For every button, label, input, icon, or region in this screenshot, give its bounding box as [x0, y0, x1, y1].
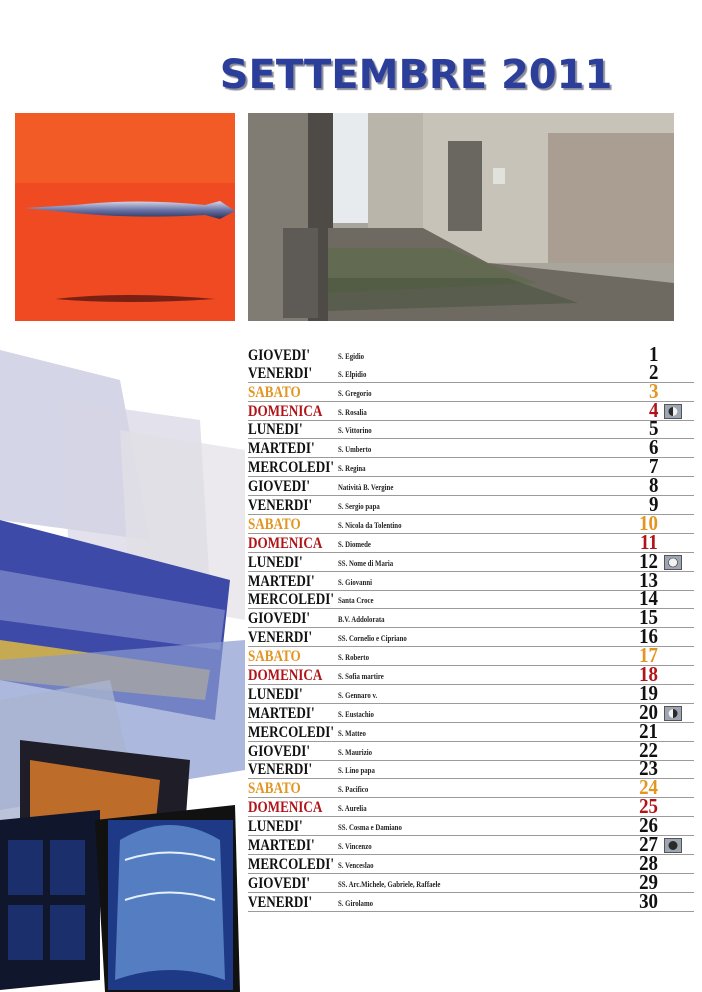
calendar-row	[248, 737, 694, 762]
weekday-label: LUNEDI'	[248, 818, 303, 836]
day-number: 6	[648, 435, 658, 460]
day-number: 10	[639, 510, 658, 535]
weekday-label: GIOVEDI'	[248, 874, 310, 892]
calendar-row	[248, 832, 694, 857]
weekday-label: GIOVEDI'	[248, 610, 310, 628]
painting-collage-image	[0, 340, 245, 992]
day-number: 24	[639, 775, 658, 800]
day-number: 20	[639, 699, 658, 724]
saint-name: S. Gregorio	[338, 388, 372, 398]
saint-name: S. Regina	[338, 464, 366, 474]
saint-name: S. Umberto	[338, 445, 372, 455]
calendar-row	[248, 680, 694, 705]
day-number: 2	[648, 359, 658, 384]
calendar-row	[248, 473, 694, 498]
day-number: 27	[639, 832, 658, 857]
weekday-label: VENERDI'	[248, 761, 313, 779]
day-number: 26	[639, 813, 658, 838]
weekday-label: SABATO	[248, 648, 301, 666]
weekday-label: MARTEDI'	[248, 572, 315, 590]
saint-name: S. Maurizio	[338, 747, 372, 757]
calendar-row	[248, 567, 694, 592]
weekday-label: VENERDI'	[248, 364, 313, 382]
weekday-label: MARTEDI'	[248, 440, 315, 458]
day-number: 25	[639, 794, 658, 819]
saint-name: S. Gennaro v.	[338, 690, 378, 700]
full-moon-icon	[664, 555, 682, 570]
saint-name: SS. Cosma e Damiano	[338, 823, 402, 833]
day-number: 29	[639, 869, 658, 894]
last-quarter-moon-icon	[664, 706, 682, 721]
weekday-label: SABATO	[248, 515, 301, 533]
saint-name: S. Rosalia	[338, 407, 367, 417]
saint-name: S. Eustachio	[338, 709, 374, 719]
weekday-label: LUNEDI'	[248, 421, 303, 439]
weekday-label: LUNEDI'	[248, 553, 303, 571]
calendar-row	[248, 869, 694, 894]
calendar-list	[248, 341, 694, 913]
calendar-row	[248, 775, 694, 800]
calendar-row	[248, 529, 694, 554]
day-number: 14	[639, 586, 658, 611]
day-number: 13	[639, 567, 658, 592]
saint-name: S. Sergio papa	[338, 502, 380, 512]
saint-name: B.V. Addolorata	[338, 615, 385, 625]
weekday-label: DOMENICA	[248, 534, 323, 552]
calendar-row	[248, 359, 694, 384]
weekday-label: DOMENICA	[248, 402, 323, 420]
first-quarter-moon-icon	[664, 404, 682, 419]
saint-name: S. Elpidio	[338, 369, 367, 379]
day-number: 1	[648, 341, 658, 366]
day-number: 30	[639, 888, 658, 913]
calendar-row	[248, 605, 694, 630]
day-number: 12	[639, 548, 658, 573]
saint-name: S. Venceslao	[338, 860, 374, 870]
saint-name: S. Sofia martire	[338, 672, 384, 682]
saint-name: Santa Croce	[338, 596, 374, 606]
weekday-label: LUNEDI'	[248, 685, 303, 703]
weekday-label: DOMENICA	[248, 799, 323, 817]
day-number: 19	[639, 680, 658, 705]
saint-name: S. Vincenzo	[338, 842, 372, 852]
saint-name: S. Lino papa	[338, 766, 375, 776]
calendar-row	[248, 643, 694, 668]
calendar-row	[248, 510, 694, 535]
day-number: 9	[648, 492, 658, 517]
calendar-row	[248, 850, 694, 875]
weekday-label: VENERDI'	[248, 893, 313, 911]
day-number: 5	[648, 416, 658, 441]
day-number: 7	[648, 454, 658, 479]
fish-painting-image	[15, 113, 235, 321]
weekday-label: SABATO	[248, 780, 301, 798]
calendar-row	[248, 492, 694, 517]
calendar-row	[248, 813, 694, 838]
weekday-label: GIOVEDI'	[248, 742, 310, 760]
weekday-label: MERCOLEDI'	[248, 855, 335, 873]
weekday-label: MARTEDI'	[248, 704, 315, 722]
calendar-row	[248, 341, 694, 366]
saint-name: S. Roberto	[338, 653, 369, 663]
day-number: 8	[648, 473, 658, 498]
calendar-row	[248, 699, 694, 724]
day-number: 4	[648, 397, 658, 422]
calendar-row	[248, 454, 694, 479]
saint-name: S. Matteo	[338, 728, 366, 738]
weekday-label: GIOVEDI'	[248, 346, 310, 364]
day-number: 18	[639, 662, 658, 687]
saint-name: S. Egidio	[338, 351, 365, 361]
calendar-row	[248, 435, 694, 460]
calendar-row	[248, 586, 694, 611]
day-number: 15	[639, 605, 658, 630]
calendar-row	[248, 416, 694, 441]
saint-name: Natività B. Vergine	[338, 483, 394, 493]
saint-name: S. Girolamo	[338, 898, 374, 908]
calendar-row	[248, 718, 694, 743]
calendar-row	[248, 624, 694, 649]
saint-name: S. Nicola da Tolentino	[338, 520, 402, 530]
saint-name: S. Diomede	[338, 539, 371, 549]
weekday-label: MARTEDI'	[248, 837, 315, 855]
day-number: 21	[639, 718, 658, 743]
day-number: 22	[639, 737, 658, 762]
weekday-label: SABATO	[248, 383, 301, 401]
day-number: 16	[639, 624, 658, 649]
weekday-label: MERCOLEDI'	[248, 591, 335, 609]
saint-name: S. Vittorino	[338, 426, 372, 436]
day-number: 28	[639, 850, 658, 875]
calendar-row	[248, 662, 694, 687]
saint-name: S. Aurelia	[338, 804, 367, 814]
saint-name: S. Giovanni	[338, 577, 373, 587]
weekday-label: VENERDI'	[248, 629, 313, 647]
calendar-row	[248, 888, 694, 913]
calendar-row	[248, 378, 694, 403]
calendar-row	[248, 756, 694, 781]
weekday-label: GIOVEDI'	[248, 478, 310, 496]
saint-name: S. Pacifico	[338, 785, 369, 795]
day-number: 11	[640, 529, 658, 554]
calendar-row	[248, 794, 694, 819]
street-photo-image	[248, 113, 674, 321]
new-moon-icon	[664, 838, 682, 853]
weekday-label: DOMENICA	[248, 667, 323, 685]
saint-name: SS. Arc.Michele, Gabriele, Raffaele	[338, 879, 441, 889]
calendar-row	[248, 548, 694, 573]
saint-name: SS. Nome di Maria	[338, 558, 394, 568]
day-number: 23	[639, 756, 658, 781]
day-number: 3	[648, 378, 658, 403]
calendar-row	[248, 397, 694, 422]
page-title: SETTEMBRE 2011	[219, 52, 613, 98]
day-number: 17	[639, 643, 658, 668]
saint-name: SS. Cornelio e Cipriano	[338, 634, 407, 644]
weekday-label: MERCOLEDI'	[248, 459, 335, 477]
weekday-label: MERCOLEDI'	[248, 723, 335, 741]
weekday-label: VENERDI'	[248, 497, 313, 515]
